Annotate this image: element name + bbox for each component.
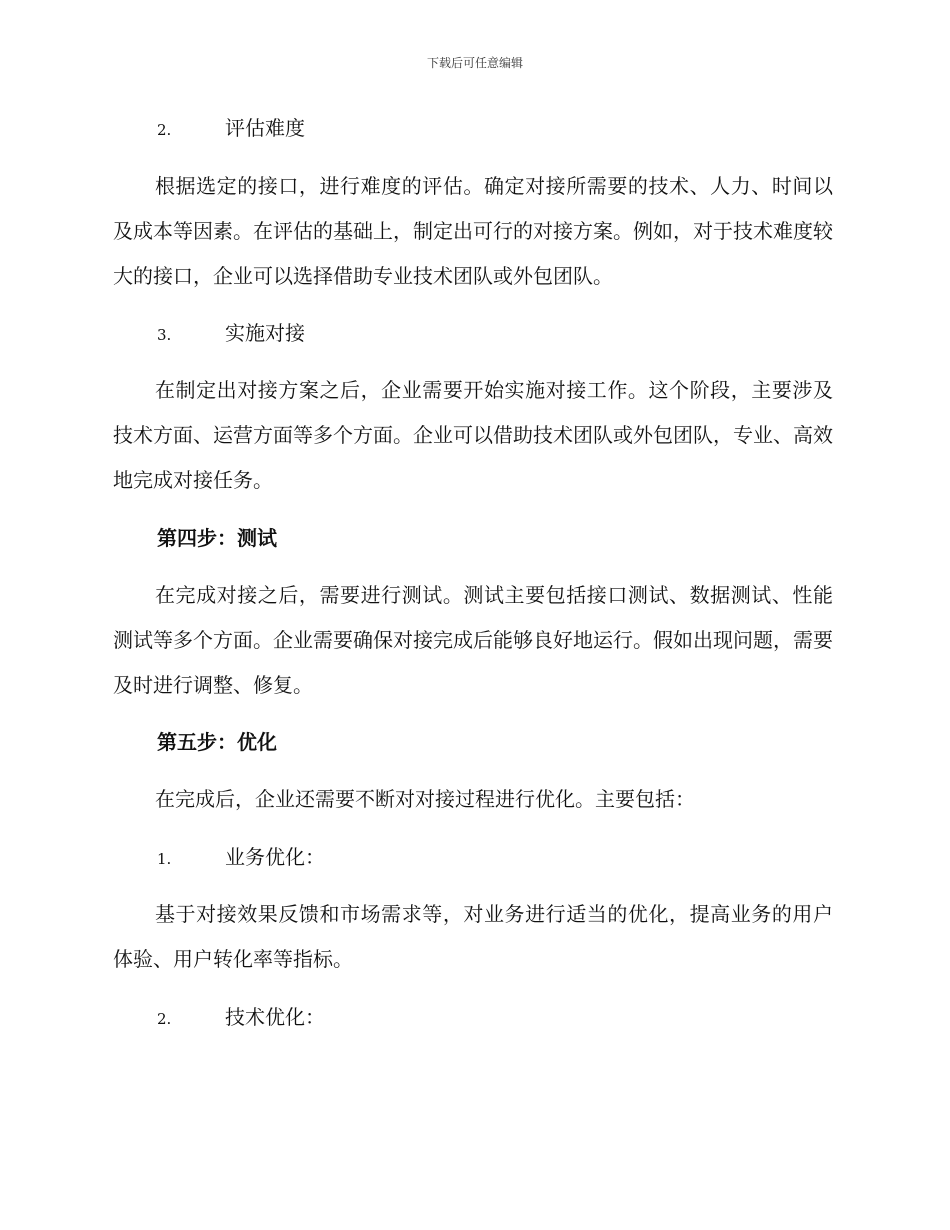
list-item-assess-difficulty [157,114,305,144]
paragraph-business-optimization: 基于对接效果反馈和市场需求等，对业务进行适当的优化，提高业务的用户体验、用户转化率等指标。 [113,902,833,971]
list-item-business-optimization [157,843,325,873]
list-number: 2. [157,1010,172,1028]
list-number: 3. [157,326,172,344]
heading-step-four: 第四步：测试 [157,526,277,550]
list-item-tech-optimization [157,1003,325,1033]
list-number: 1. [157,850,172,868]
paragraph-optimize-intro: 在完成后，企业还需要不断对对接过程进行优化。主要包括： [155,787,695,811]
heading-step-five: 第五步：优化 [157,730,277,754]
paragraph-testing: 在完成对接之后，需要进行测试。测试主要包括接口测试、数据测试、性能测试等多个方面。企业需要确保对接完成后能够良好地运行。假如出现问题，需要及时进行调整、修复。 [113,583,833,697]
list-number: 2. [157,121,172,139]
paragraph-assess-difficulty: 根据选定的接口，进行难度的评估。确定对接所需要的技术、人力、时间以及成本等因素。在评估的基础上，制定出可行的对接方案。例如，对于技术难度较大的接口，企业可以选择借助专业技术团队或外包团队。 [113,174,833,288]
list-title: 业务优化： [225,845,325,869]
list-title: 实施对接 [225,321,305,345]
list-item-implement [157,319,305,349]
paragraph-implement: 在制定出对接方案之后，企业需要开始实施对接工作。这个阶段，主要涉及技术方面、运营方面等多个方面。企业可以借助技术团队或外包团队，专业、高效地完成对接任务。 [113,378,833,492]
list-title: 技术优化： [225,1005,325,1029]
list-title: 评估难度 [225,116,305,140]
page-header: 下载后可任意编辑 [426,56,523,70]
